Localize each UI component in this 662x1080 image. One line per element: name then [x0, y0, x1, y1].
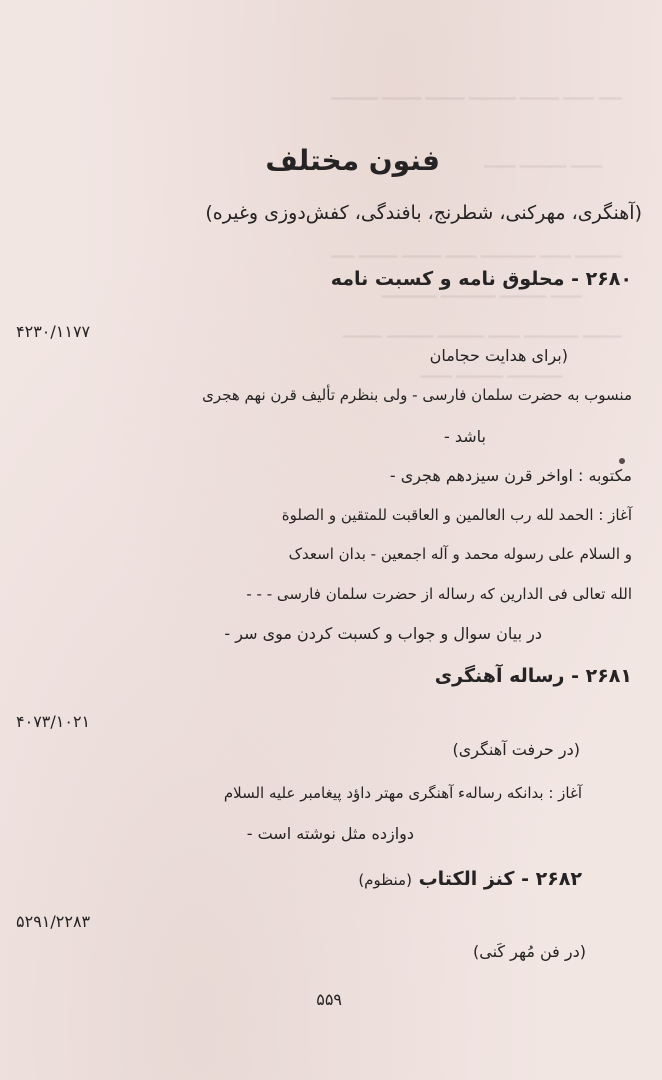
- entry-heading-suffix: (منظوم): [358, 871, 412, 889]
- entry-heading-text: ۲۶۸۲ - کنز الکتاب: [418, 868, 582, 890]
- entry-heading: [358, 868, 582, 891]
- entry-heading: ۲۶۸۱ - رساله آهنگری: [434, 665, 632, 687]
- entry-note: (در فن مُهر کَنی): [473, 942, 586, 961]
- section-title: فنون مختلف: [265, 144, 440, 177]
- entry-heading: ۲۶۸۰ - محلوق نامه و کسبت نامه: [330, 268, 632, 290]
- entry-line: منسوب به حضرت سلمان فارسی - ولی بنظرم تألیف قرن نهم هجری: [202, 386, 632, 404]
- entry-line: مکتوبه : اواخر قرن سیزدهم هجری -: [389, 466, 632, 485]
- section-subtitle: (آهنگری، مهرکنی، شطرنج، بافندگی، کفش‌دوزی وغیره): [205, 202, 642, 224]
- accession-number-text: ۵۲۹۱/۲۲۸۳: [16, 912, 91, 931]
- entry-line: دوازده مثل نوشته است -: [246, 824, 414, 843]
- entry-line: آغاز : بدانکه رساله‌ء آهنگری مهتر داؤد پیغامبر علیه السلام: [223, 784, 582, 802]
- entry-note: (برای هدایت حجامان: [429, 346, 568, 365]
- accession-number: [16, 712, 90, 731]
- entry-line: باشد -: [444, 427, 486, 446]
- entry-line: در بیان سوال و جواب و کسبت کردن موی سر -: [224, 624, 542, 643]
- entry-line: آغاز : الحمد لله رب العالمین و العاقبت للمتقین و الصلوة: [281, 506, 632, 524]
- document-page: ━━━ ━━━━ ━━━━━ ━━━━━━ ━━━━━ ━━━━━ ━━━━━━ ━━━━ ━━━━━━ ━━━━ ━━━━━━ ━━━━ ━━━━━━━ ━━━━ ━━━━━ ━━━━━ ━━━ ━━━━ ━━━━━━ ━━━━━━━ ━━━━━━━ ━━━━━ ━━━━━━━ ━━━━ ━━━━━━ ━━━━━━ ━━━━━ ━━━━━━━ ━━━━━━ ━━━━ فنون مختلف (آهنگری، مهرکنی، شطرنج، بافندگی، کفش‌دوزی وغیره) ۲۶۸۰ - محلوق نامه و کسبت نامه ۴۲۳۰/۱۱۷۷ (برای هدایت حجامان منسوب به حضرت سلمان فارسی - ولی بنظرم تألیف قرن نهم هجری باشد - مکتوبه : اواخر قرن سیزدهم هجری - آغاز : الحمد لله رب العالمین و العاقبت للمتقین و الصلوة و السلام علی رسوله محمد و آله اجمعین - بدان اسعدک الله تعالی فی الدارین که رساله از حضرت سلمان فارسی - - - در بیان سوال و جواب و کسبت کردن موی سر - ۲۶۸۱ - رساله آهنگری ۴۰۷۳/۱۰۲۱ (در حرفت آهنگری) آغاز : بدانکه رساله‌ء آهنگری مهتر داؤد پیغامبر علیه السلام دوازده مثل نوشته است - ۲۶۸۲ - کنز الکتاب (منظوم) ۵۲۹۱/۲۲۸۳ (در فن مُهر کَنی) ۵۵۹: [0, 0, 662, 1080]
- page-number: ۵۵۹: [316, 990, 342, 1009]
- entry-line: و السلام علی رسوله محمد و آله اجمعین - بدان اسعدک: [288, 545, 632, 563]
- accession-number-text: ۴۰۷۳/۱۰۲۱: [16, 712, 91, 731]
- entry-note: (در حرفت آهنگری): [452, 740, 580, 759]
- ink-dot: [619, 458, 625, 464]
- accession-number: [16, 322, 90, 341]
- entry-line: الله تعالی فی الدارین که رساله از حضرت سلمان فارسی - - -: [246, 585, 632, 603]
- accession-number: [16, 912, 90, 931]
- accession-number-text: ۴۲۳۰/۱۱۷۷: [16, 322, 91, 341]
